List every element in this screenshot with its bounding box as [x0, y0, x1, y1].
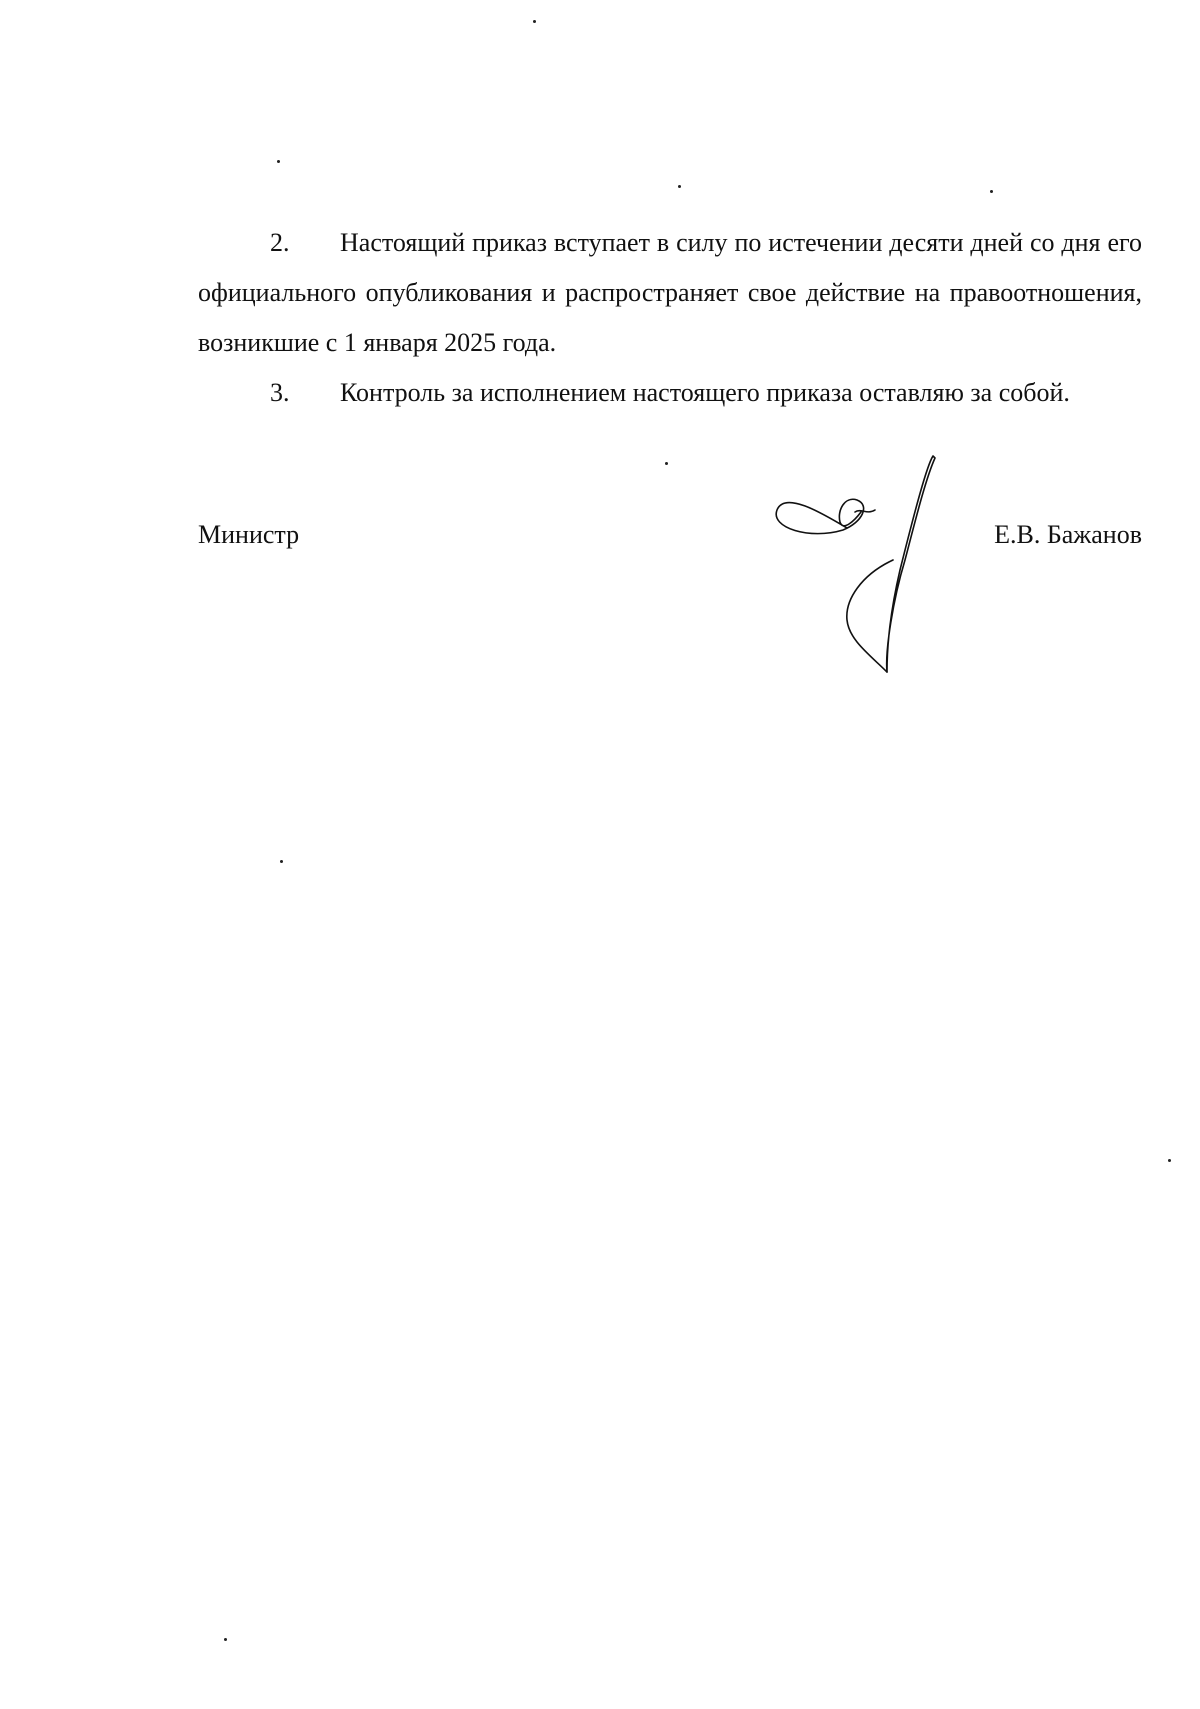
signatory-title: Министр — [198, 520, 300, 549]
paragraph-2 — [198, 218, 1142, 368]
scan-speck — [1168, 1159, 1171, 1162]
paragraph-number: 3. — [270, 378, 290, 407]
signature-long-stroke — [887, 456, 935, 672]
paragraph-text: Настоящий приказ вступает в силу по истечении десяти дней со дня его официального опубликования и распространяет свое действие на правоотношения, возникшие с 1 января 2025 года. — [198, 228, 1142, 357]
scan-speck — [678, 185, 681, 188]
scan-speck — [665, 462, 668, 465]
scan-speck — [280, 860, 283, 863]
signature-block — [198, 515, 1142, 555]
paragraph-3 — [198, 368, 1142, 418]
signatory-name: Е.В. Бажанов — [994, 520, 1142, 549]
paragraph-number: 2. — [270, 228, 290, 257]
handwritten-signature — [765, 450, 965, 680]
scan-speck — [224, 1638, 227, 1641]
signature-stroke — [855, 510, 875, 512]
signature-lower-curve — [847, 560, 893, 672]
document-body — [198, 218, 1142, 418]
paragraph-text: Контроль за исполнением настоящего приказа оставляю за собой. — [340, 378, 1070, 407]
scan-speck — [533, 20, 536, 23]
scan-speck — [990, 190, 993, 193]
scan-speck — [277, 160, 280, 163]
